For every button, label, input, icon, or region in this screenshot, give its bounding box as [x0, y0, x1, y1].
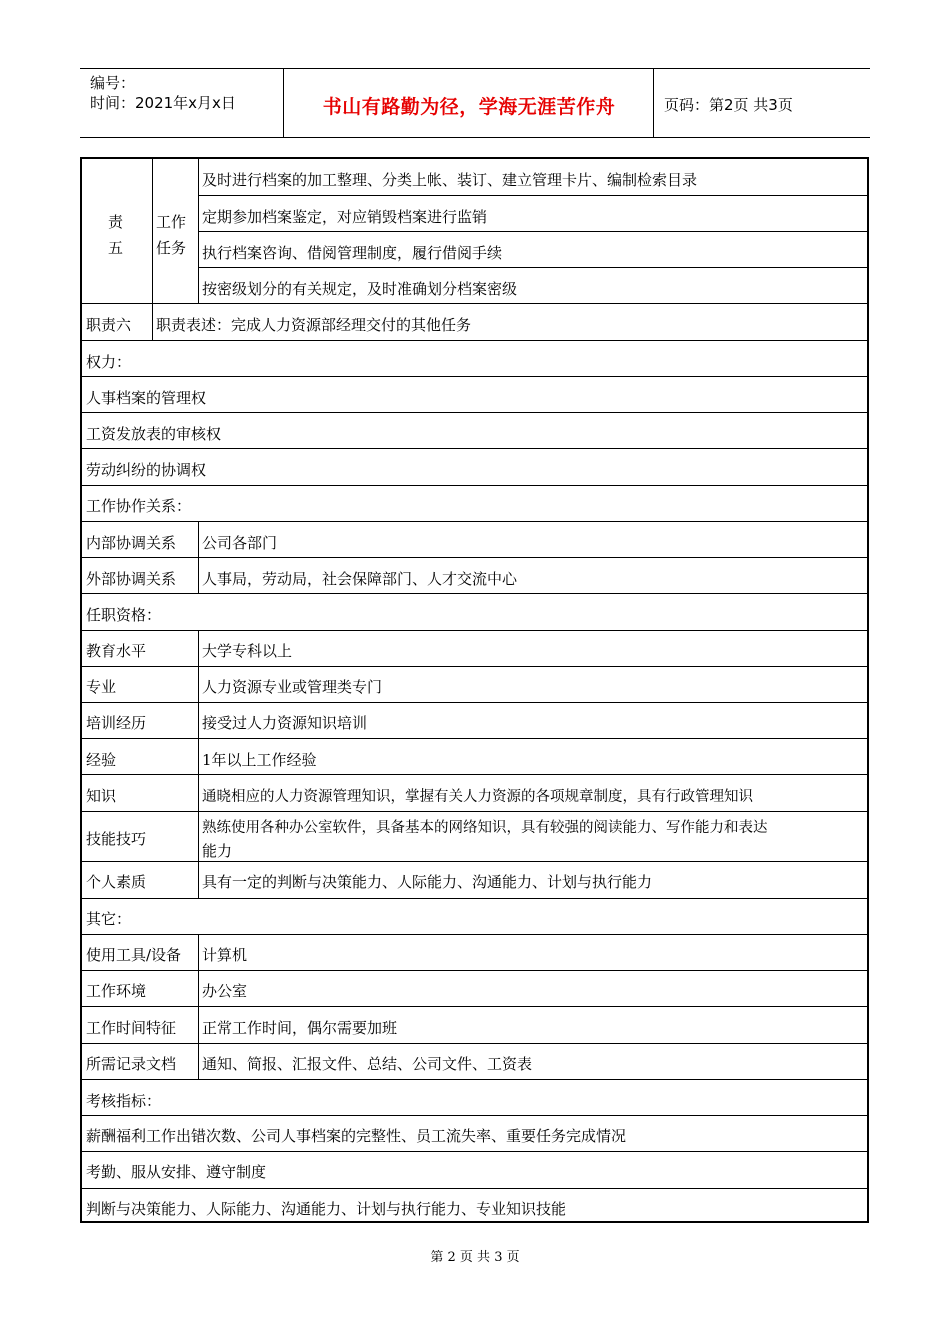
row-divider: [82, 898, 869, 899]
internal-relation-label: 内部协调关系: [86, 534, 177, 552]
other-value: 通知、简报、汇报文件、总结、公司文件、工资表: [202, 1055, 533, 1073]
header-meta: [80, 69, 284, 137]
task-divider: [198, 195, 869, 196]
row-divider: [82, 774, 869, 775]
qualification-value: 1年以上工作经验: [202, 751, 317, 769]
row-divider: [82, 970, 869, 971]
power-item-1: 人事档案的管理权: [86, 389, 207, 407]
row-divider: [82, 738, 869, 739]
qualification-value: 人力资源专业或管理类专门: [202, 678, 383, 696]
qualification-value: 熟练使用各种办公室软件，具备基本的网络知识，具有较强的阅读能力、写作能力和表达: [202, 820, 768, 836]
header-motto-cell: [284, 69, 654, 137]
row-divider: [82, 1079, 869, 1080]
row-divider: [82, 861, 869, 862]
qualification-value: 大学专科以上: [202, 642, 293, 660]
duty5-task-1: 及时进行档案的加工整理、分类上帐、装订、建立管理卡片、编制检索目录: [202, 171, 698, 189]
assessment-item-1: 薪酬福利工作出错次数、公司人事档案的完整性、员工流失率、重要任务完成情况: [86, 1127, 627, 1145]
row-divider: [82, 1115, 869, 1116]
row-divider: [82, 593, 869, 594]
qualification-label: 技能技巧: [86, 830, 147, 848]
row-divider: [82, 521, 869, 522]
row-divider: [82, 448, 869, 449]
task-divider: [198, 267, 869, 268]
other-value: 正常工作时间，偶尔需要加班: [202, 1019, 398, 1037]
duty6-label: 职责六: [86, 316, 132, 334]
row-divider: [82, 557, 869, 558]
col-divider: [152, 159, 153, 340]
task-divider: [198, 231, 869, 232]
col-divider: [198, 630, 199, 898]
duty5-task-3: 执行档案咨询、借阅管理制度，履行借阅手续: [202, 244, 503, 262]
row-divider: [82, 1006, 869, 1007]
other-value: 计算机: [202, 946, 248, 964]
duty6-desc: 职责表述：完成人力资源部经理交付的其他任务: [156, 316, 472, 334]
qualification-value: 具有一定的判断与决策能力、人际能力、沟通能力、计划与执行能力: [202, 873, 653, 891]
power-item-3: 劳动纠纷的协调权: [86, 461, 207, 479]
page-code: 页码：第2页 共3页: [664, 96, 793, 114]
assessment-title: 考核指标：: [86, 1092, 162, 1110]
external-relation-value: 人事局，劳动局，社会保障部门、人才交流中心: [202, 570, 518, 588]
internal-relation-value: 公司各部门: [202, 534, 278, 552]
row-divider: [82, 1151, 869, 1152]
number-label: 编号：: [90, 74, 136, 92]
header-page-cell: [654, 69, 870, 137]
other-value: 办公室: [202, 982, 248, 1000]
col-divider: [198, 934, 199, 1079]
row-divider: [82, 630, 869, 631]
qualification-label: 教育水平: [86, 642, 147, 660]
row-divider: [82, 340, 869, 341]
row-divider: [82, 811, 869, 812]
row-divider: [82, 666, 869, 667]
col-divider: [198, 159, 199, 303]
other-label: 工作环境: [86, 982, 147, 1000]
row-divider: [82, 485, 869, 486]
job-description-table: [80, 157, 869, 1223]
qualification-label: 经验: [86, 751, 117, 769]
duty5-label-top: 责: [108, 213, 124, 231]
qualification-title: 任职资格：: [86, 606, 162, 624]
duty5-sub-bottom: 任务: [156, 239, 187, 257]
motto: 书山有路勤为径，学海无涯苦作舟: [322, 96, 616, 118]
qualification-value: 接受过人力资源知识培训: [202, 714, 368, 732]
row-divider: [82, 1188, 869, 1189]
qualification-label: 培训经历: [86, 714, 147, 732]
page-footer: 第 2 页 共 3 页: [430, 1250, 520, 1265]
row-divider: [82, 934, 869, 935]
qualification-label: 知识: [86, 787, 117, 805]
duty5-task-4: 按密级划分的有关规定，及时准确划分档案密级: [202, 280, 518, 298]
power-title: 权力：: [86, 353, 132, 371]
date-label: 时间：2021年x月x日: [90, 94, 236, 112]
qualification-value-cont: 能力: [202, 842, 233, 860]
other-title: 其它：: [86, 910, 132, 928]
row-divider: [82, 702, 869, 703]
assessment-item-2: 考勤、服从安排、遵守制度: [86, 1163, 267, 1181]
row-divider: [82, 376, 869, 377]
duty5-sub-top: 工作: [156, 213, 187, 231]
col-divider: [198, 521, 199, 593]
other-label: 所需记录文档: [86, 1055, 177, 1073]
row-divider: [82, 412, 869, 413]
duty5-label-bottom: 五: [108, 239, 124, 257]
relations-title: 工作协作关系：: [86, 497, 192, 515]
qualification-value: 通晓相应的人力资源管理知识，掌握有关人力资源的各项规章制度，具有行政管理知识: [202, 789, 753, 805]
qualification-label: 专业: [86, 678, 117, 696]
row-divider: [82, 303, 869, 304]
other-label: 工作时间特征: [86, 1019, 177, 1037]
duty5-task-2: 定期参加档案鉴定，对应销毁档案进行监销: [202, 208, 488, 226]
other-label: 使用工具/设备: [86, 946, 182, 964]
assessment-item-3: 判断与决策能力、人际能力、沟通能力、计划与执行能力、专业知识技能: [86, 1200, 567, 1218]
qualification-label: 个人素质: [86, 873, 147, 891]
power-item-2: 工资发放表的审核权: [86, 425, 222, 443]
external-relation-label: 外部协调关系: [86, 570, 177, 588]
document-header: [80, 68, 870, 138]
row-divider: [82, 1043, 869, 1044]
